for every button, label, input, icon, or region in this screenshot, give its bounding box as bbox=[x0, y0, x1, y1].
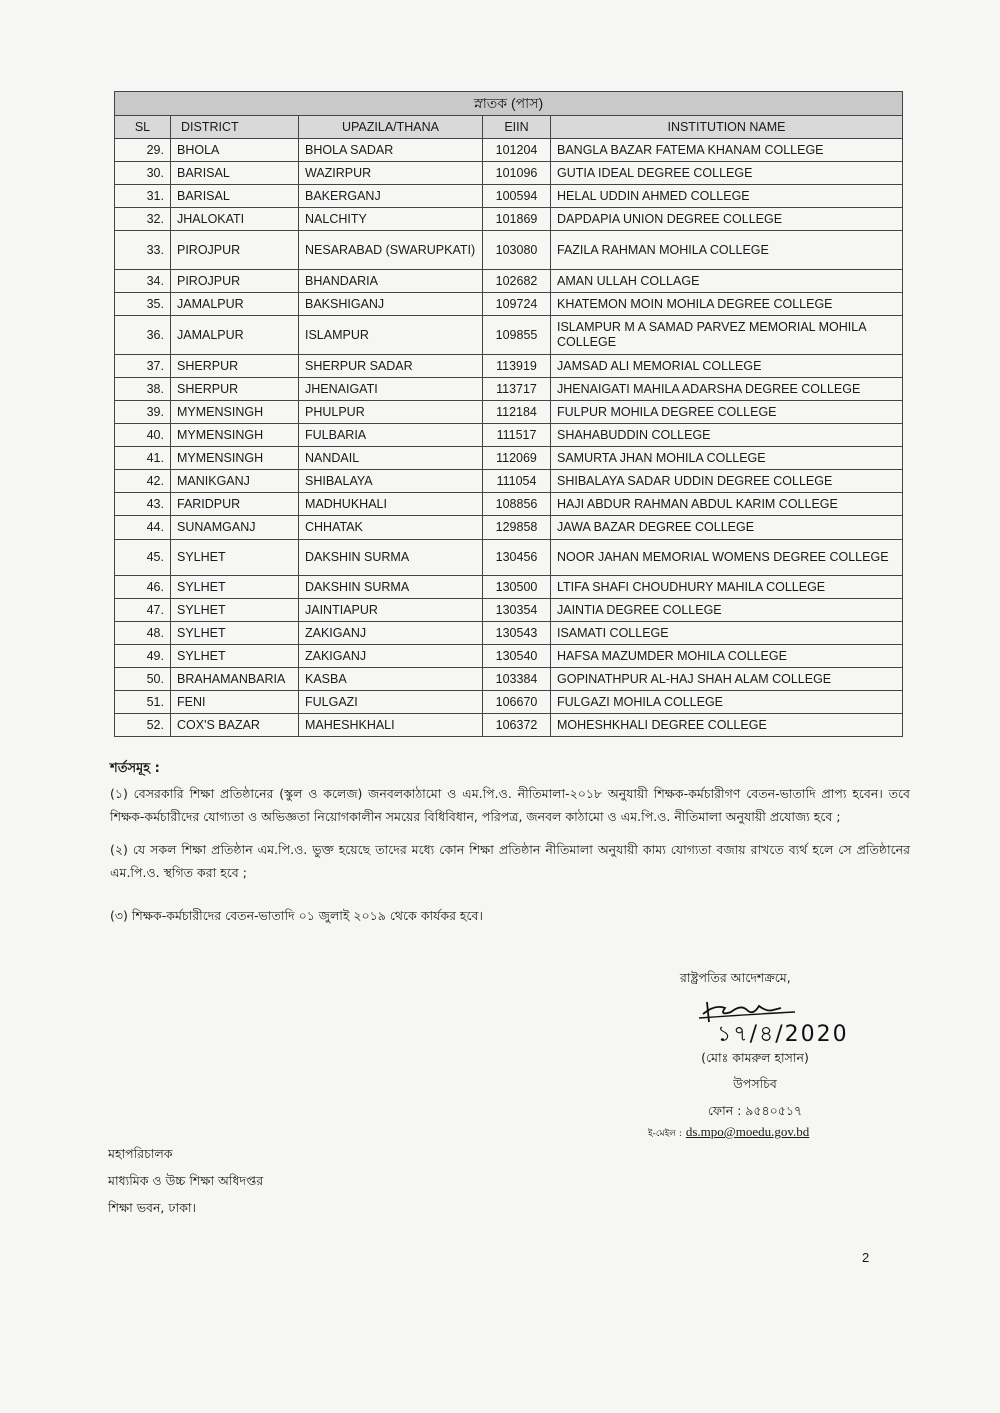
cell-eiin: 108856 bbox=[483, 493, 551, 516]
cell-eiin: 111517 bbox=[483, 424, 551, 447]
table-row bbox=[115, 540, 903, 576]
condition-item: (২) যে সকল শিক্ষা প্রতিষ্ঠান এম.পি.ও. ভুক্ত হয়েছে তাদের মধ্যে কোন শিক্ষা প্রতিষ্ঠান নীতিমালা অনুযায়ী কাম্য যোগ্যতা বজায় রাখতে ব্যর্থ হলে সে প্রতিষ্ঠানের এম.পি.ও. স্থগিত করা হবে ; bbox=[110, 842, 910, 880]
cell-district: BRAHAMANBARIA bbox=[171, 668, 299, 691]
header-upazila: UPAZILA/THANA bbox=[299, 116, 483, 139]
cell-upazila: JAINTIAPUR bbox=[299, 599, 483, 622]
cell-eiin: 106670 bbox=[483, 691, 551, 714]
page-number: 2 bbox=[862, 1250, 870, 1265]
cell-eiin: 100594 bbox=[483, 185, 551, 208]
cell-sl: 48. bbox=[115, 622, 171, 645]
cell-district: SUNAMGANJ bbox=[171, 516, 299, 540]
cell-sl: 40. bbox=[115, 424, 171, 447]
table-row bbox=[115, 401, 903, 424]
table-row bbox=[115, 139, 903, 162]
cell-institution-name: FULGAZI MOHILA COLLEGE bbox=[551, 691, 903, 714]
cell-upazila: ISLAMPUR bbox=[299, 316, 483, 355]
cell-institution-name: HELAL UDDIN AHMED COLLEGE bbox=[551, 185, 903, 208]
condition-item: (৩) শিক্ষক-কর্মচারীদের বেতন-ভাতাদি ০১ জুলাই ২০১৯ থেকে কার্যকর হবে। bbox=[110, 908, 483, 923]
cell-district: MYMENSINGH bbox=[171, 401, 299, 424]
cell-eiin: 106372 bbox=[483, 714, 551, 737]
table-row bbox=[115, 714, 903, 737]
cell-institution-name: JAWA BAZAR DEGREE COLLEGE bbox=[551, 516, 903, 540]
cell-district: PIROJPUR bbox=[171, 270, 299, 293]
order-line: রাষ্ট্রপতির আদেশক্রমে, bbox=[680, 970, 791, 985]
table-row bbox=[115, 576, 903, 599]
cell-district: PIROJPUR bbox=[171, 231, 299, 270]
cell-district: MYMENSINGH bbox=[171, 447, 299, 470]
cell-sl: 37. bbox=[115, 355, 171, 378]
cell-district: SHERPUR bbox=[171, 378, 299, 401]
cell-upazila: ZAKIGANJ bbox=[299, 645, 483, 668]
header-sl: SL bbox=[115, 116, 171, 139]
cell-upazila: FULBARIA bbox=[299, 424, 483, 447]
svg-text:১৭/৪/2020: ১৭/৪/2020 bbox=[717, 1022, 849, 1047]
cell-sl: 43. bbox=[115, 493, 171, 516]
cell-sl: 50. bbox=[115, 668, 171, 691]
cell-institution-name: FULPUR MOHILA DEGREE COLLEGE bbox=[551, 401, 903, 424]
table-row bbox=[115, 599, 903, 622]
cell-upazila: MAHESHKHALI bbox=[299, 714, 483, 737]
table-header-row bbox=[115, 116, 903, 139]
cell-district: SYLHET bbox=[171, 599, 299, 622]
cell-sl: 45. bbox=[115, 540, 171, 576]
cell-district: BARISAL bbox=[171, 185, 299, 208]
cell-sl: 29. bbox=[115, 139, 171, 162]
signatory-designation: উপসচিব bbox=[733, 1076, 777, 1091]
cell-district: COX'S BAZAR bbox=[171, 714, 299, 737]
header-district: DISTRICT bbox=[171, 116, 299, 139]
table-title: স্নাতক (পাস) bbox=[115, 92, 903, 116]
cell-sl: 36. bbox=[115, 316, 171, 355]
institution-table bbox=[114, 91, 903, 737]
cell-eiin: 112184 bbox=[483, 401, 551, 424]
cell-sl: 41. bbox=[115, 447, 171, 470]
table-row bbox=[115, 208, 903, 231]
cell-eiin: 101869 bbox=[483, 208, 551, 231]
cell-institution-name: NOOR JAHAN MEMORIAL WOMENS DEGREE COLLEGE bbox=[551, 540, 903, 576]
conditions-section bbox=[110, 757, 910, 937]
cell-institution-name: GOPINATHPUR AL-HAJ SHAH ALAM COLLEGE bbox=[551, 668, 903, 691]
cell-eiin: 130456 bbox=[483, 540, 551, 576]
cell-upazila: BAKERGANJ bbox=[299, 185, 483, 208]
table-row bbox=[115, 691, 903, 714]
cell-institution-name: JAINTIA DEGREE COLLEGE bbox=[551, 599, 903, 622]
cell-sl: 39. bbox=[115, 401, 171, 424]
cell-district: SYLHET bbox=[171, 540, 299, 576]
cell-district: BHOLA bbox=[171, 139, 299, 162]
table-body bbox=[115, 139, 903, 737]
cell-upazila: BAKSHIGANJ bbox=[299, 293, 483, 316]
cell-sl: 49. bbox=[115, 645, 171, 668]
cell-institution-name: LTIFA SHAFI CHOUDHURY MAHILA COLLEGE bbox=[551, 576, 903, 599]
cell-institution-name: JHENAIGATI MAHILA ADARSHA DEGREE COLLEGE bbox=[551, 378, 903, 401]
cell-sl: 38. bbox=[115, 378, 171, 401]
cell-upazila: CHHATAK bbox=[299, 516, 483, 540]
cell-eiin: 101204 bbox=[483, 139, 551, 162]
cell-upazila: BHANDARIA bbox=[299, 270, 483, 293]
cell-sl: 33. bbox=[115, 231, 171, 270]
cell-sl: 34. bbox=[115, 270, 171, 293]
cell-institution-name: ISAMATI COLLEGE bbox=[551, 622, 903, 645]
table-row bbox=[115, 470, 903, 493]
recipient-line: মহাপরিচালক bbox=[108, 1146, 173, 1161]
cell-upazila: SHIBALAYA bbox=[299, 470, 483, 493]
cell-district: JAMALPUR bbox=[171, 293, 299, 316]
recipient-block bbox=[108, 1140, 263, 1221]
cell-eiin: 109855 bbox=[483, 316, 551, 355]
cell-sl: 44. bbox=[115, 516, 171, 540]
cell-eiin: 130543 bbox=[483, 622, 551, 645]
condition-item: (১) বেসরকারি শিক্ষা প্রতিষ্ঠানের (স্কুল ও কলেজ) জনবলকাঠামো ও এম.পি.ও. নীতিমালা-২০১৮ অনুযায়ী শিক্ষক-কর্মচারীগণ বেতন-ভাতাদি প্রাপ্য হবেন। তবে শিক্ষক-কর্মচারীদের যোগ্যতা ও অভিজ্ঞতা নিয়োগকালীন সময়ের বিধিবিধান, পরিপত্র, জনবল কাঠামো ও এম.পি.ও. নীতিমালা অনুযায়ী প্রযোজ্য হবে ; bbox=[110, 786, 910, 824]
cell-institution-name: DAPDAPIA UNION DEGREE COLLEGE bbox=[551, 208, 903, 231]
cell-sl: 52. bbox=[115, 714, 171, 737]
table-row bbox=[115, 378, 903, 401]
email-label: ই-মেইল : bbox=[648, 1129, 682, 1139]
table-row bbox=[115, 162, 903, 185]
cell-institution-name: FAZILA RAHMAN MOHILA COLLEGE bbox=[551, 231, 903, 270]
cell-upazila: DAKSHIN SURMA bbox=[299, 540, 483, 576]
email-link[interactable]: ds.mpo@moedu.gov.bd bbox=[685, 1124, 810, 1139]
cell-upazila: SHERPUR SADAR bbox=[299, 355, 483, 378]
cell-institution-name: SHAHABUDDIN COLLEGE bbox=[551, 424, 903, 447]
table-row bbox=[115, 355, 903, 378]
cell-eiin: 130540 bbox=[483, 645, 551, 668]
table-row bbox=[115, 447, 903, 470]
cell-institution-name: SAMURTA JHAN MOHILA COLLEGE bbox=[551, 447, 903, 470]
cell-eiin: 109724 bbox=[483, 293, 551, 316]
signatory-phone: ফোন : ৯৫৪০৫১৭ bbox=[707, 1103, 803, 1118]
cell-district: MYMENSINGH bbox=[171, 424, 299, 447]
cell-sl: 51. bbox=[115, 691, 171, 714]
cell-sl: 46. bbox=[115, 576, 171, 599]
cell-district: JAMALPUR bbox=[171, 316, 299, 355]
cell-sl: 35. bbox=[115, 293, 171, 316]
cell-institution-name: BANGLA BAZAR FATEMA KHANAM COLLEGE bbox=[551, 139, 903, 162]
cell-sl: 32. bbox=[115, 208, 171, 231]
cell-eiin: 102682 bbox=[483, 270, 551, 293]
cell-sl: 30. bbox=[115, 162, 171, 185]
cell-eiin: 103080 bbox=[483, 231, 551, 270]
handwritten-signature bbox=[695, 992, 875, 1048]
cell-upazila: JHENAIGATI bbox=[299, 378, 483, 401]
cell-district: SYLHET bbox=[171, 576, 299, 599]
cell-district: SHERPUR bbox=[171, 355, 299, 378]
cell-upazila: PHULPUR bbox=[299, 401, 483, 424]
cell-institution-name: KHATEMON MOIN MOHILA DEGREE COLLEGE bbox=[551, 293, 903, 316]
cell-eiin: 111054 bbox=[483, 470, 551, 493]
cell-upazila: DAKSHIN SURMA bbox=[299, 576, 483, 599]
recipient-line: মাধ্যমিক ও উচ্চ শিক্ষা অধিদপ্তর bbox=[108, 1173, 264, 1188]
cell-eiin: 113919 bbox=[483, 355, 551, 378]
cell-institution-name: HAJI ABDUR RAHMAN ABDUL KARIM COLLEGE bbox=[551, 493, 903, 516]
cell-sl: 31. bbox=[115, 185, 171, 208]
conditions-heading: শর্তসমূহ : bbox=[110, 761, 160, 776]
table-row bbox=[115, 424, 903, 447]
cell-upazila: WAZIRPUR bbox=[299, 162, 483, 185]
cell-district: MANIKGANJ bbox=[171, 470, 299, 493]
table-row bbox=[115, 493, 903, 516]
cell-district: FENI bbox=[171, 691, 299, 714]
cell-sl: 47. bbox=[115, 599, 171, 622]
cell-district: FARIDPUR bbox=[171, 493, 299, 516]
cell-eiin: 129858 bbox=[483, 516, 551, 540]
signatory-email bbox=[648, 1124, 809, 1141]
cell-upazila: BHOLA SADAR bbox=[299, 139, 483, 162]
table-row bbox=[115, 293, 903, 316]
cell-eiin: 103384 bbox=[483, 668, 551, 691]
table-row bbox=[115, 645, 903, 668]
cell-institution-name: SHIBALAYA SADAR UDDIN DEGREE COLLEGE bbox=[551, 470, 903, 493]
cell-upazila: MADHUKHALI bbox=[299, 493, 483, 516]
table-row bbox=[115, 185, 903, 208]
cell-district: SYLHET bbox=[171, 622, 299, 645]
cell-upazila: NALCHITY bbox=[299, 208, 483, 231]
recipient-line: শিক্ষা ভবন, ঢাকা। bbox=[108, 1200, 196, 1215]
cell-institution-name: MOHESHKHALI DEGREE COLLEGE bbox=[551, 714, 903, 737]
table-row bbox=[115, 668, 903, 691]
cell-eiin: 130500 bbox=[483, 576, 551, 599]
cell-upazila: NESARABAD (SWARUPKATI) bbox=[299, 231, 483, 270]
table-title-row bbox=[115, 92, 903, 116]
cell-eiin: 130354 bbox=[483, 599, 551, 622]
table-row bbox=[115, 316, 903, 355]
table-row bbox=[115, 270, 903, 293]
table-row bbox=[115, 622, 903, 645]
cell-eiin: 112069 bbox=[483, 447, 551, 470]
table-row bbox=[115, 231, 903, 270]
cell-sl: 42. bbox=[115, 470, 171, 493]
cell-institution-name: JAMSAD ALI MEMORIAL COLLEGE bbox=[551, 355, 903, 378]
cell-district: SYLHET bbox=[171, 645, 299, 668]
cell-district: JHALOKATI bbox=[171, 208, 299, 231]
header-eiin: EIIN bbox=[483, 116, 551, 139]
cell-upazila: FULGAZI bbox=[299, 691, 483, 714]
signatory-name: (মোঃ কামরুল হাসান) bbox=[701, 1050, 809, 1065]
table-row bbox=[115, 516, 903, 540]
cell-institution-name: GUTIA IDEAL DEGREE COLLEGE bbox=[551, 162, 903, 185]
cell-upazila: NANDAIL bbox=[299, 447, 483, 470]
cell-eiin: 113717 bbox=[483, 378, 551, 401]
cell-institution-name: ISLAMPUR M A SAMAD PARVEZ MEMORIAL MOHILA COLLEGE bbox=[551, 316, 903, 355]
cell-institution-name: HAFSA MAZUMDER MOHILA COLLEGE bbox=[551, 645, 903, 668]
cell-institution-name: AMAN ULLAH COLLAGE bbox=[551, 270, 903, 293]
header-institution: INSTITUTION NAME bbox=[551, 116, 903, 139]
cell-eiin: 101096 bbox=[483, 162, 551, 185]
cell-upazila: ZAKIGANJ bbox=[299, 622, 483, 645]
cell-district: BARISAL bbox=[171, 162, 299, 185]
cell-upazila: KASBA bbox=[299, 668, 483, 691]
